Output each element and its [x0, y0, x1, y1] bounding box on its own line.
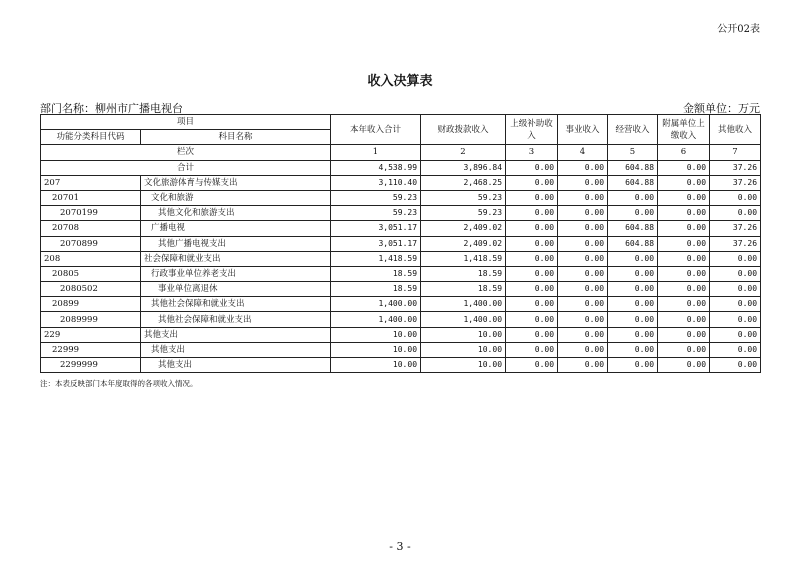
subject-name-cell: 其他文化和旅游支出 — [141, 206, 331, 221]
header-total-income: 本年收入合计 — [331, 115, 421, 145]
cell-value: 0.00 — [558, 206, 608, 221]
cell-value: 0.00 — [506, 342, 558, 357]
subject-name-cell: 社会保障和就业支出 — [141, 251, 331, 266]
cell-value: 0.00 — [558, 236, 608, 251]
cell-value: 0.00 — [506, 327, 558, 342]
cell-value: 3,896.84 — [421, 160, 506, 175]
cell-value: 0.00 — [558, 297, 608, 312]
subject-name-cell: 其他支出 — [141, 327, 331, 342]
header-operating-income: 经营收入 — [608, 115, 658, 145]
header-function-code: 功能分类科目代码 — [41, 130, 141, 145]
cell-value: 0.00 — [558, 190, 608, 205]
cell-value: 0.00 — [558, 160, 608, 175]
cell-value: 0.00 — [710, 206, 761, 221]
function-code-cell: 2299999 — [41, 358, 141, 373]
function-code-cell: 2070899 — [41, 236, 141, 251]
cell-value: 0.00 — [608, 327, 658, 342]
cell-value: 0.00 — [506, 282, 558, 297]
cell-value: 0.00 — [506, 221, 558, 236]
cell-value: 0.00 — [558, 175, 608, 190]
subject-name-cell: 其他社会保障和就业支出 — [141, 312, 331, 327]
function-code-cell: 20708 — [41, 221, 141, 236]
cell-value: 604.88 — [608, 236, 658, 251]
column-index: 1 — [331, 145, 421, 160]
column-index: 4 — [558, 145, 608, 160]
cell-value: 0.00 — [658, 236, 710, 251]
column-index: 2 — [421, 145, 506, 160]
page-number: - 3 - — [389, 540, 411, 553]
cell-value: 0.00 — [710, 251, 761, 266]
subject-name-cell: 广播电视 — [141, 221, 331, 236]
function-code-cell: 207 — [41, 175, 141, 190]
cell-value: 10.00 — [421, 358, 506, 373]
cell-value: 3,051.17 — [331, 236, 421, 251]
cell-value: 0.00 — [506, 160, 558, 175]
cell-value: 0.00 — [506, 251, 558, 266]
cell-value: 0.00 — [506, 312, 558, 327]
cell-value: 10.00 — [331, 327, 421, 342]
table-row — [41, 312, 761, 327]
cell-value: 0.00 — [506, 190, 558, 205]
cell-value: 0.00 — [558, 358, 608, 373]
table-row — [41, 282, 761, 297]
cell-value: 604.88 — [608, 221, 658, 236]
cell-value: 1,400.00 — [421, 312, 506, 327]
cell-value: 10.00 — [421, 327, 506, 342]
subject-name-cell: 其他社会保障和就业支出 — [141, 297, 331, 312]
department-label: 部门名称：柳州市广播电视台 — [40, 102, 183, 115]
cell-value: 10.00 — [331, 358, 421, 373]
cell-value: 59.23 — [421, 206, 506, 221]
column-index: 3 — [506, 145, 558, 160]
subject-name-cell: 文化和旅游 — [141, 190, 331, 205]
cell-value: 604.88 — [608, 175, 658, 190]
cell-value: 2,468.25 — [421, 175, 506, 190]
cell-value: 0.00 — [558, 312, 608, 327]
cell-value: 0.00 — [658, 342, 710, 357]
subject-name-cell: 事业单位离退休 — [141, 282, 331, 297]
cell-value: 37.26 — [710, 236, 761, 251]
cell-value: 0.00 — [710, 358, 761, 373]
table-row — [41, 236, 761, 251]
cell-value: 0.00 — [506, 175, 558, 190]
cell-value: 1,400.00 — [421, 297, 506, 312]
cell-value: 0.00 — [608, 266, 658, 281]
header-item: 项目 — [41, 115, 331, 130]
cell-value: 0.00 — [558, 251, 608, 266]
cell-value: 0.00 — [658, 266, 710, 281]
cell-value: 0.00 — [506, 236, 558, 251]
cell-value: 0.00 — [710, 282, 761, 297]
cell-value: 0.00 — [558, 266, 608, 281]
cell-value: 0.00 — [710, 342, 761, 357]
income-statement-table — [40, 114, 761, 373]
cell-value: 0.00 — [506, 206, 558, 221]
cell-value: 0.00 — [506, 297, 558, 312]
cell-value: 0.00 — [710, 266, 761, 281]
cell-value: 37.26 — [710, 160, 761, 175]
function-code-cell: 208 — [41, 251, 141, 266]
cell-value: 2,409.02 — [421, 236, 506, 251]
cell-value: 0.00 — [608, 282, 658, 297]
cell-value: 37.26 — [710, 175, 761, 190]
cell-value: 0.00 — [608, 206, 658, 221]
cell-value: 0.00 — [608, 312, 658, 327]
header-other-income: 其他收入 — [710, 115, 761, 145]
cell-value: 0.00 — [558, 327, 608, 342]
subject-name-cell: 其他支出 — [141, 358, 331, 373]
function-code-cell: 22999 — [41, 342, 141, 357]
header-subject-name: 科目名称 — [141, 130, 331, 145]
cell-value: 0.00 — [558, 342, 608, 357]
cell-value: 0.00 — [658, 282, 710, 297]
form-number: 公开02表 — [717, 24, 760, 35]
cell-value: 59.23 — [331, 190, 421, 205]
header-fiscal-appropriation: 财政拨款收入 — [421, 115, 506, 145]
table-row — [41, 297, 761, 312]
cell-value: 0.00 — [710, 312, 761, 327]
cell-value: 3,051.17 — [331, 221, 421, 236]
table-row — [41, 358, 761, 373]
cell-value: 0.00 — [608, 251, 658, 266]
subject-name-cell: 文化旅游体育与传媒支出 — [141, 175, 331, 190]
cell-value: 2,409.02 — [421, 221, 506, 236]
cell-value: 0.00 — [658, 312, 710, 327]
table-row — [41, 327, 761, 342]
cell-value: 0.00 — [658, 160, 710, 175]
page-title: 收入决算表 — [367, 74, 433, 89]
cell-value: 0.00 — [558, 282, 608, 297]
cell-value: 0.00 — [608, 297, 658, 312]
cell-value: 0.00 — [558, 221, 608, 236]
function-code-cell: 20805 — [41, 266, 141, 281]
cell-value: 0.00 — [710, 327, 761, 342]
cell-value: 0.00 — [710, 297, 761, 312]
table-row — [41, 251, 761, 266]
column-index: 7 — [710, 145, 761, 160]
cell-value: 1,400.00 — [331, 297, 421, 312]
cell-value: 1,418.59 — [421, 251, 506, 266]
column-index: 6 — [658, 145, 710, 160]
column-index: 5 — [608, 145, 658, 160]
header-column-index-label: 栏次 — [41, 145, 331, 160]
cell-value: 18.59 — [331, 282, 421, 297]
cell-value: 0.00 — [506, 266, 558, 281]
cell-value: 0.00 — [658, 297, 710, 312]
cell-value: 18.59 — [331, 266, 421, 281]
cell-value: 0.00 — [608, 358, 658, 373]
total-row — [41, 160, 761, 175]
function-code-cell: 20899 — [41, 297, 141, 312]
cell-value: 1,400.00 — [331, 312, 421, 327]
function-code-cell: 20701 — [41, 190, 141, 205]
cell-value: 0.00 — [658, 175, 710, 190]
cell-value: 18.59 — [421, 282, 506, 297]
cell-value: 4,538.99 — [331, 160, 421, 175]
cell-value: 10.00 — [421, 342, 506, 357]
cell-value: 0.00 — [710, 190, 761, 205]
header-business-income: 事业收入 — [558, 115, 608, 145]
header-affiliated-income: 附属单位上缴收入 — [658, 115, 710, 145]
cell-value: 0.00 — [608, 190, 658, 205]
cell-value: 0.00 — [658, 190, 710, 205]
cell-value: 0.00 — [658, 221, 710, 236]
table-row — [41, 221, 761, 236]
total-label: 合计 — [41, 160, 331, 175]
subject-name-cell: 其他支出 — [141, 342, 331, 357]
cell-value: 0.00 — [658, 206, 710, 221]
cell-value: 3,110.40 — [331, 175, 421, 190]
function-code-cell: 2089999 — [41, 312, 141, 327]
cell-value: 18.59 — [421, 266, 506, 281]
table-row — [41, 190, 761, 205]
table-row — [41, 175, 761, 190]
table-row — [41, 206, 761, 221]
table-row — [41, 266, 761, 281]
cell-value: 10.00 — [331, 342, 421, 357]
header-superior-subsidy: 上级补助收入 — [506, 115, 558, 145]
cell-value: 0.00 — [658, 251, 710, 266]
table-row — [41, 342, 761, 357]
cell-value: 0.00 — [506, 358, 558, 373]
cell-value: 604.88 — [608, 160, 658, 175]
cell-value: 1,418.59 — [331, 251, 421, 266]
cell-value: 0.00 — [658, 327, 710, 342]
function-code-cell: 229 — [41, 327, 141, 342]
cell-value: 37.26 — [710, 221, 761, 236]
function-code-cell: 2080502 — [41, 282, 141, 297]
cell-value: 59.23 — [421, 190, 506, 205]
cell-value: 59.23 — [331, 206, 421, 221]
cell-value: 0.00 — [658, 358, 710, 373]
footnote: 注：本表反映部门本年度取得的各项收入情况。 — [40, 379, 198, 388]
subject-name-cell: 其他广播电视支出 — [141, 236, 331, 251]
amount-unit-label: 金额单位：万元 — [683, 102, 760, 115]
subject-name-cell: 行政事业单位养老支出 — [141, 266, 331, 281]
function-code-cell: 2070199 — [41, 206, 141, 221]
cell-value: 0.00 — [608, 342, 658, 357]
